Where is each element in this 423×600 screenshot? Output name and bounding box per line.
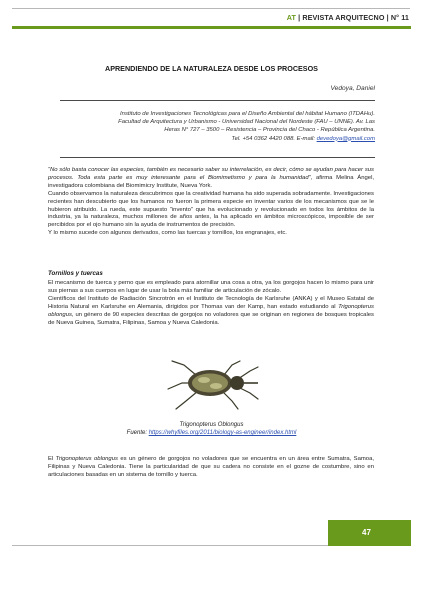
header-top-rule xyxy=(12,8,410,9)
header-accent-bar xyxy=(12,26,411,29)
closing-paragraph xyxy=(48,456,374,480)
intro-quote-paragraph xyxy=(48,167,374,191)
section-paragraph: El mecanismo de tuerca y perno que es empleado para atornillar una cosa a otra, ya los gorgojos hacen lo mismo para unir sus piernas a sus cuerpos en lugar de usar la bola más familiar de articulación de zócalo. xyxy=(48,280,374,294)
journal-at: AT xyxy=(286,13,297,22)
footer-rule xyxy=(12,545,328,546)
closing-text-part: es un género de gorgojos no voladores que se encuentra en un área entre Sumatra, Samoa, Filipinas y Nueva Caledonia. Tiene la particularidad de que su cadera no consiste en el gozne de costumbre, sino en articulaciones basadas en un sistema de tornillo y tuerca. xyxy=(48,456,374,478)
section-text-part: , un género de 90 especies descritas de gorgojos no voladores que se originan en regiones de bosques tropicales de Nueva Guinea, Sumatra, Filipinas, Samoa y Nueva Caledonia. xyxy=(48,311,374,326)
figure-source xyxy=(0,430,423,436)
section-paragraph xyxy=(48,296,374,328)
intro-quote: “No sólo basta conocer las especies, también es necesario saber su interrelación, es decir, cómo se ayudan para hacer sus procesos. Toda esta parte es muy interesante para el Biomimetismo y para la humanidad” xyxy=(48,167,374,181)
intro-quote-attribution: , afirma Melina Ángel, investigadora colombiana del Biomimicry Institute, Nueva York. xyxy=(48,174,375,189)
journal-name: | REVISTA ARQUITECNO | N° 11 xyxy=(296,13,409,22)
article-title: APRENDIENDO DE LA NATURALEZA DESDE LOS PROCESOS xyxy=(105,64,318,73)
species-name: Trigonopterus oblongus xyxy=(48,303,374,318)
affiliation-contact xyxy=(55,135,375,143)
section-heading: Tornillos y tuercas xyxy=(48,270,103,277)
rule-after-affiliation xyxy=(60,157,375,158)
section-text-part: Científicos del Instituto de Radiación Sincrotrón en el Instituto de Tecnología de Karlsruhe (ANKA) y el Museo Estatal de Historia Natural en Karlsruhe en Alemania, dirigidos por Thomas van der Kamp, han estado estudiando al xyxy=(48,295,374,310)
email-link[interactable]: devedoya@gmail.com xyxy=(316,135,375,142)
intro-text xyxy=(48,167,374,238)
journal-header xyxy=(287,13,409,22)
article-author: Vedoya, Daniel xyxy=(330,85,375,92)
intro-paragraph: Y lo mismo sucede con algunos derivados, como las tuercas y tornillos, los engranajes, etc. xyxy=(48,230,287,237)
closing-text xyxy=(48,456,374,480)
page-number: 47 xyxy=(362,528,371,537)
figure-source-label: Fuente: xyxy=(126,430,149,436)
species-name: Trigonopterus oblongus xyxy=(55,456,118,462)
figure-source-link[interactable]: https://whyfiles.org/2011/biology-as-engineer/index.html xyxy=(148,430,297,436)
author-affiliation xyxy=(55,110,375,143)
affiliation-line: Facultad de Arquitectura y Urbanismo - Universidad Nacional del Nordeste (FAU – UNNE). Av. Las xyxy=(118,119,375,126)
intro-paragraph: Cuando observamos la naturaleza descubrimos que la creatividad humana ha sido superada sobradamente. Investigaciones recientes han descubierto que los humanos no fueron la primera especie en inventar varios de los mecanismos que se le hubieron atribuido. La rueda, este supuesto “invento” que ha evolucionado y revolucionado en todos los ámbitos de la industria, ya la naturaleza, muchos millones de años antes, la ha aplicado en ámbitos microscópicos, imposible de ser percibidos por el ojo humano sin la ayuda de instrumentos de precisión. xyxy=(48,190,374,229)
affiliation-line: Instituto de Investigaciones Tecnológicas para el Diseño Ambiental del hábitat Humano (ITDAHu). xyxy=(120,111,375,117)
rule-after-author xyxy=(60,100,375,101)
section-text xyxy=(48,280,374,327)
closing-text-part: El xyxy=(48,456,56,462)
phone-text: Tel. +54 0362 4420 088. E-mail: xyxy=(231,135,317,142)
affiliation-line: Heras N° 727 – 3500 – Resistencia – Provincia del Chaco - República Argentina. xyxy=(164,127,375,134)
beetle-image xyxy=(158,353,262,415)
figure-caption: Trigonopterus Oblongus xyxy=(179,422,244,428)
